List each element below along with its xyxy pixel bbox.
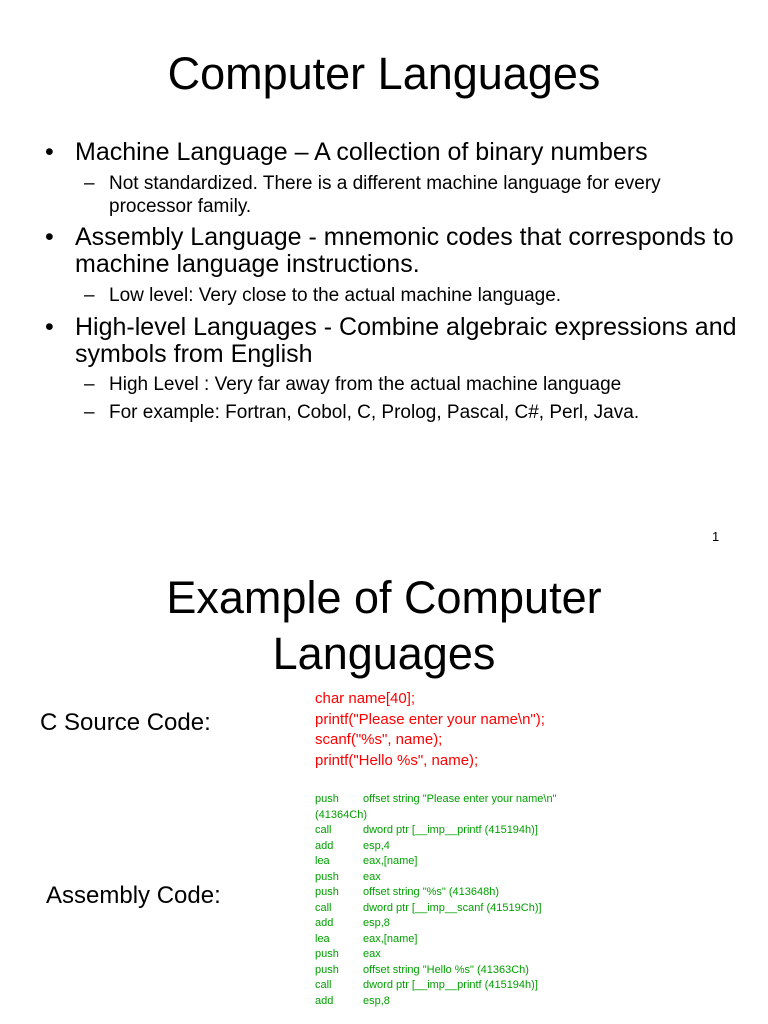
bullet-text: Assembly Language - mnemonic codes that corresponds to machine language instructions. bbox=[75, 223, 734, 278]
asm-line bbox=[315, 978, 557, 994]
bullet-text: High-level Languages - Combine algebraic expressions and symbols from English bbox=[75, 313, 737, 368]
assembly-code-block bbox=[315, 792, 557, 1009]
c-source-code-label: C Source Code: bbox=[40, 709, 211, 736]
bullet-text: Machine Language – A collection of binary numbers bbox=[75, 138, 648, 166]
code-line: printf("Hello %s", name); bbox=[315, 751, 479, 769]
asm-opcode: push bbox=[315, 870, 339, 883]
asm-operand: eax bbox=[363, 948, 381, 960]
code-line: printf("Please enter your name\n"); bbox=[315, 710, 545, 728]
code-line: char name[40]; bbox=[315, 690, 416, 707]
asm-opcode: push bbox=[315, 963, 339, 976]
asm-operand: esp,8 bbox=[363, 994, 390, 1007]
sub-bullet-text: High Level : Very far away from the actual machine language bbox=[109, 374, 622, 395]
asm-opcode: push bbox=[315, 948, 339, 960]
asm-line bbox=[315, 823, 557, 839]
bullet-dot: • bbox=[45, 223, 54, 251]
asm-operand: eax,[name] bbox=[363, 855, 418, 867]
asm-opcode: lea bbox=[315, 932, 330, 945]
asm-line bbox=[315, 808, 557, 824]
asm-operand: offset string "%s" (413648h) bbox=[363, 886, 500, 898]
c-code-block bbox=[315, 689, 545, 771]
asm-opcode: call bbox=[315, 979, 332, 991]
asm-operand: esp,4 bbox=[363, 839, 390, 852]
asm-opcode: call bbox=[315, 824, 332, 836]
asm-line bbox=[315, 839, 557, 855]
asm-line bbox=[315, 854, 557, 870]
asm-line bbox=[315, 792, 557, 808]
sub-bullet-dash: – bbox=[84, 285, 95, 306]
slide-2-title-line-2: Languages bbox=[272, 628, 496, 679]
bullet-dot: • bbox=[45, 313, 54, 341]
asm-operand: eax bbox=[363, 870, 381, 883]
asm-operand: eax,[name] bbox=[363, 932, 418, 945]
asm-line bbox=[315, 947, 557, 963]
asm-operand: dword ptr [__imp__printf (415194h)] bbox=[363, 824, 538, 836]
sub-bullet-text: For example: Fortran, Cobol, C, Prolog, Pascal, C#, Perl, Java. bbox=[109, 402, 640, 423]
slide-1-title: Computer Languages bbox=[167, 48, 601, 99]
asm-operand: offset string "Please enter your name\n" bbox=[363, 793, 557, 805]
slide-2-title-line-1: Example of Computer bbox=[166, 572, 602, 623]
asm-line bbox=[315, 963, 557, 979]
assembly-code-label: Assembly Code: bbox=[46, 882, 221, 909]
bullet-dot: • bbox=[45, 138, 54, 166]
asm-opcode: call bbox=[315, 901, 332, 914]
code-line: scanf("%s", name); bbox=[315, 731, 443, 748]
asm-line bbox=[315, 885, 557, 901]
asm-line bbox=[315, 916, 557, 932]
sub-bullet-text: Not standardized. There is a different machine language for every processor family. bbox=[109, 173, 661, 217]
sub-bullet-text: Low level: Very close to the actual machine language. bbox=[109, 285, 562, 306]
asm-operand: dword ptr [__imp__scanf (41519Ch)] bbox=[363, 901, 542, 914]
asm-operand: dword ptr [__imp__printf (415194h)] bbox=[363, 979, 538, 991]
asm-operand: esp,8 bbox=[363, 917, 390, 929]
asm-opcode: push bbox=[315, 793, 339, 805]
asm-opcode: add bbox=[315, 839, 334, 852]
asm-line bbox=[315, 870, 557, 886]
asm-opcode: push bbox=[315, 886, 339, 898]
asm-opcode: lea bbox=[315, 855, 330, 867]
sub-bullet-dash: – bbox=[84, 374, 95, 395]
asm-opcode: add bbox=[315, 994, 334, 1007]
asm-line bbox=[315, 932, 557, 948]
sub-bullet-dash: – bbox=[84, 402, 95, 423]
asm-operand: offset string "Hello %s" (41363Ch) bbox=[363, 963, 529, 976]
asm-line bbox=[315, 994, 557, 1010]
asm-line bbox=[315, 901, 557, 917]
asm-opcode: add bbox=[315, 917, 334, 929]
page-number: 1 bbox=[712, 529, 720, 544]
sub-bullet-dash: – bbox=[84, 173, 95, 194]
asm-operand: (41364Ch) bbox=[315, 808, 367, 821]
